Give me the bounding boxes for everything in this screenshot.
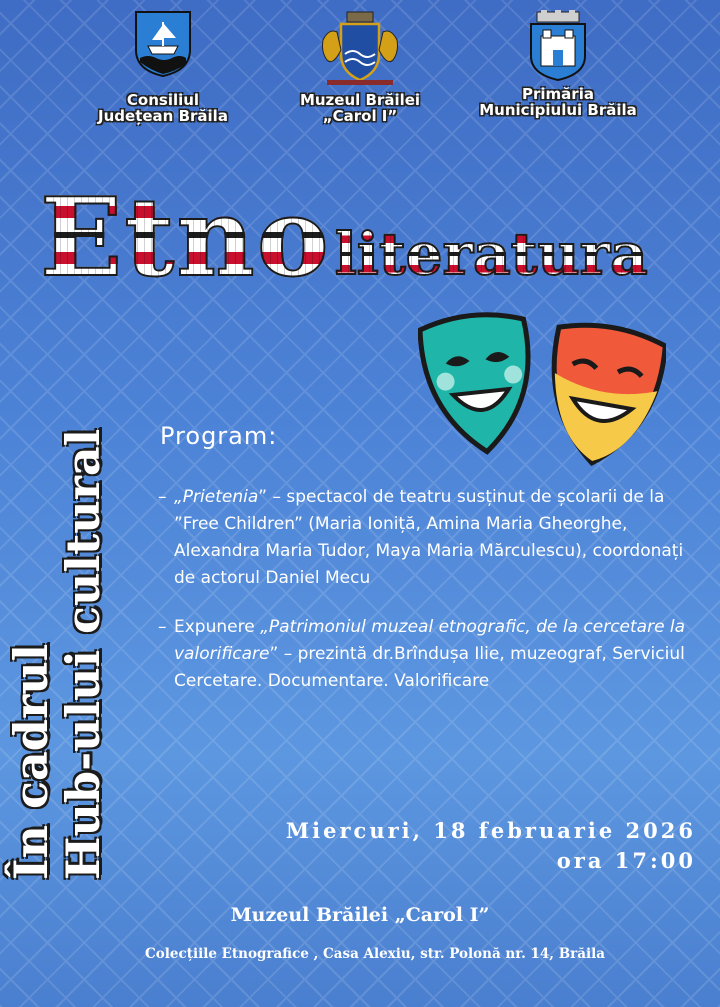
program-heading: Program: [160, 422, 278, 450]
venue-name: Muzeul Brăilei „Carol I” [230, 904, 490, 926]
vertical-line-1: În cadrul [4, 643, 58, 880]
logo-label-museum: Muzeul Brăilei „Carol I” [299, 91, 421, 125]
logo-county-council [98, 10, 228, 124]
city-coat-of-arms-icon [529, 10, 587, 82]
museum-crest-icon [319, 10, 401, 88]
logo-city-hall [468, 10, 648, 118]
program-item-text [174, 484, 698, 592]
list-dash: – [158, 487, 167, 507]
program-item-title: „Prietenia [174, 487, 259, 507]
logo-museum [290, 10, 430, 124]
theater-masks-icon [418, 312, 666, 474]
vertical-line-2: Hub-ului cultural [56, 428, 110, 880]
event-datetime [286, 816, 696, 876]
logo-label-county: Consiliul Județean Brăila [98, 91, 228, 125]
title-main: Etno [40, 175, 331, 301]
program-item-description: ” – spectacol de teatru susținut de școlarii de la ”Free Children” (Maria Ioniță, Amina Maria Gheorghe, Alexandra Maria Tudor, Maya Maria Mărculescu), coordonați de actorul Daniel Mecu [174, 487, 684, 588]
program-item-title: „Patrimoniul muzeal etnografic, de la cercetare la valorificare [174, 617, 686, 664]
vertical-caption [5, 360, 109, 880]
event-date: Miercuri, 18 februarie 2026 [285, 818, 696, 843]
list-dash: – [158, 617, 167, 637]
event-title [40, 175, 648, 301]
event-time: ora 17:00 [556, 848, 696, 873]
program-list [158, 484, 698, 717]
logo-label-city: Primăria Municipiului Brăila [479, 85, 637, 119]
program-item [158, 614, 698, 695]
title-sub: literatura [334, 220, 648, 288]
program-item-description: ” – prezintă dr.Brîndușa Ilie, muzeograf, Serviciul Cercetare. Documentare. Valorificare [174, 644, 685, 691]
program-item-text [174, 614, 698, 695]
venue-address: Colecțiile Etnografice , Casa Alexiu, str. Polonă nr. 14, Brăila [145, 946, 605, 962]
program-item-prefix: Expunere [174, 617, 261, 637]
county-coat-of-arms-icon [134, 10, 192, 78]
program-item [158, 484, 698, 592]
